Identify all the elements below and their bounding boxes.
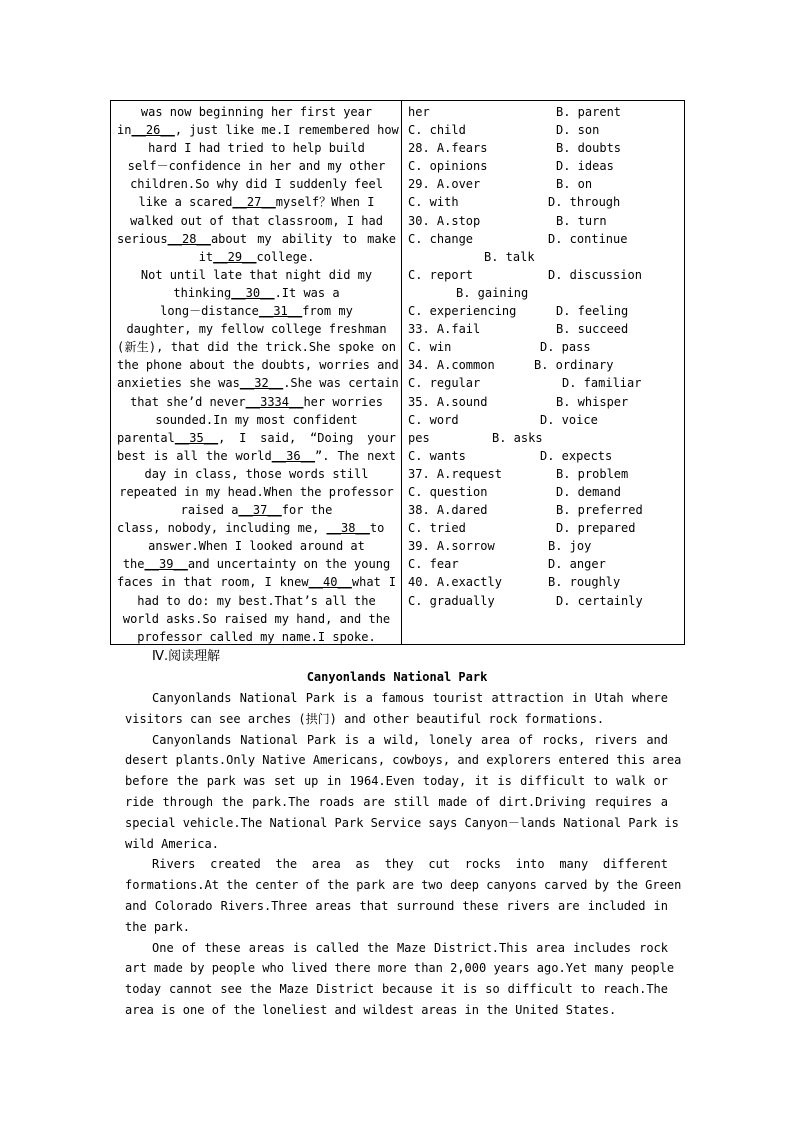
passage-text: myself？When I: [275, 195, 375, 210]
option-text: C. win: [408, 340, 452, 355]
passage-line: [117, 266, 396, 284]
option-text: D. expects: [540, 448, 613, 463]
article-line: formations.At the center of the park are two deep canyons carved by the Green: [125, 878, 682, 893]
option-text: 28. A.fears: [408, 141, 488, 156]
article-line: desert plants.Only Native Americans, cowboys, and explorers entered this area: [125, 753, 682, 768]
option-text: 40. A.exactly: [408, 575, 502, 590]
passage-text: anxieties she was: [117, 376, 240, 391]
passage-text: best is all the world: [117, 448, 272, 463]
option-text: 38. A.dared: [408, 503, 488, 518]
passage-text: serious: [117, 231, 168, 246]
passage-text: Not until late that night did my: [140, 267, 373, 282]
option-row: [408, 175, 681, 193]
option-row: [408, 212, 681, 230]
option-row: [408, 411, 681, 429]
option-row: [408, 230, 681, 248]
option-text: D. prepared: [556, 521, 636, 536]
article-title: Canyonlands National Park: [306, 670, 488, 684]
passage-line: [117, 592, 396, 610]
option-text: 33. A.fail: [408, 322, 481, 337]
option-row: [408, 266, 681, 284]
article-line: before the park was set up in 1964.Even today, it is difficult to walk or: [125, 774, 668, 789]
option-row: [408, 447, 681, 465]
article-line: today cannot see the Maze District because it is so difficult to reach.The: [125, 982, 668, 997]
passage-text: to: [369, 521, 385, 536]
option-text: C. wants: [408, 448, 466, 463]
section-heading: Ⅳ.阅读理解: [152, 649, 221, 664]
option-row: [408, 193, 681, 211]
passage-line: [117, 555, 396, 573]
article-line: area is one of the loneliest and wildest areas in the United States.: [125, 1003, 617, 1017]
passage-text: that she’d never: [130, 394, 246, 409]
option-text: B. succeed: [556, 322, 629, 337]
passage-text: self－confidence in her and my other: [127, 159, 386, 174]
cloze-passage: [111, 101, 402, 644]
passage-line: [117, 320, 396, 338]
option-text: D. son: [556, 123, 600, 138]
passage-line: [117, 193, 396, 211]
article-line: special vehicle.The National Park Service says Canyon－lands National Park is: [125, 815, 679, 830]
option-row: [408, 157, 681, 175]
option-row: [408, 592, 681, 610]
answer-blank: __3334__: [245, 394, 304, 409]
answer-blank: __36__: [271, 448, 316, 463]
option-text: D. pass: [540, 340, 591, 355]
passage-text: had to do: my best.That’s all the: [137, 593, 376, 608]
passage-text: hard I had tried to help build: [148, 141, 365, 156]
option-text: C. question: [408, 484, 488, 499]
passage-line: [117, 628, 396, 646]
option-text: D. familiar: [562, 376, 642, 391]
option-row: [408, 501, 681, 519]
passage-text: for the: [281, 503, 333, 518]
option-row: [408, 139, 681, 157]
option-text: C. opinions: [408, 159, 488, 174]
passage-text: children.So why did I suddenly feel: [130, 177, 383, 192]
option-text: D. voice: [540, 412, 598, 427]
passage-line: [117, 356, 399, 374]
option-row: [408, 429, 681, 447]
option-text: 37. A.request: [408, 466, 502, 481]
passage-line: [117, 537, 396, 555]
answer-blank: __27__: [232, 195, 276, 210]
passage-text: her worries: [303, 394, 383, 409]
passage-line: [117, 483, 396, 501]
option-row: [408, 573, 681, 591]
answer-blank: __37__: [238, 503, 282, 518]
option-text: 29. A.over: [408, 177, 481, 192]
passage-line: [117, 519, 396, 537]
answer-blank: __35__: [174, 430, 219, 445]
article-line: visitors can see arches (拱门) and other beautiful rock formations.: [125, 711, 605, 726]
option-text: 34. A.common: [408, 358, 495, 373]
option-text: B. gaining: [456, 285, 529, 300]
passage-line: [117, 230, 396, 248]
answer-blank: __31__: [258, 304, 303, 319]
passage-text: the phone about the doubts, worries and: [117, 358, 399, 373]
passage-text: , just like me.I remembered how: [174, 123, 399, 138]
option-text: 30. A.stop: [408, 213, 481, 228]
passage-text: class, nobody, including me,: [117, 521, 327, 536]
answer-blank: __26__: [131, 123, 175, 138]
cloze-table: [110, 100, 685, 645]
answer-blank: __40__: [308, 575, 352, 590]
option-text: 39. A.sorrow: [408, 539, 495, 554]
passage-text: walked out of that classroom, I had: [130, 213, 383, 228]
passage-line: [117, 139, 396, 157]
option-text: D. certainly: [556, 593, 643, 608]
option-text: 35. A.sound: [408, 394, 488, 409]
option-text: B. preferred: [556, 503, 643, 518]
passage-text: thinking: [173, 285, 232, 300]
passage-text: about my ability to make: [210, 231, 396, 246]
option-text: B. doubts: [556, 141, 622, 156]
option-text: D. through: [548, 195, 621, 210]
option-text: B. problem: [556, 466, 629, 481]
option-row: [408, 121, 681, 139]
option-row: [408, 103, 681, 121]
passage-text: long－distance: [160, 304, 259, 319]
passage-text: sounded.In my most confident: [155, 412, 358, 427]
option-text: B. joy: [548, 539, 592, 554]
option-text: C. regular: [408, 376, 481, 391]
article-line: the park.: [125, 919, 191, 934]
passage-text: answer.When I looked around at: [148, 539, 365, 554]
option-row: [408, 519, 681, 537]
article-line: wild America.: [125, 836, 219, 851]
option-row: [408, 302, 681, 320]
passage-text: from my: [302, 304, 353, 319]
passage-line: [117, 212, 396, 230]
option-text: D. anger: [548, 557, 606, 572]
option-text: B. asks: [492, 430, 543, 445]
passage-text: professor called my name.I spoke.: [137, 629, 376, 644]
option-row: [408, 248, 681, 266]
passage-line: [117, 157, 396, 175]
passage-text: what I: [351, 575, 396, 590]
option-text: B. on: [556, 177, 593, 192]
option-text: C. fear: [408, 557, 459, 572]
answer-blank: __38__: [326, 521, 370, 536]
passage-text: (新生), that did the trick.She spoke on: [117, 340, 396, 355]
option-text: C. with: [408, 195, 459, 210]
passage-text: it: [198, 249, 214, 264]
option-text: C. report: [408, 267, 474, 282]
passage-line: [117, 429, 396, 447]
option-row: [408, 284, 681, 302]
article-line: and Colorado Rivers.Three areas that surround these rivers are included in: [125, 899, 668, 913]
passage-text: and uncertainty on the young: [187, 557, 391, 572]
option-text: C. tried: [408, 521, 466, 536]
option-text: D. discussion: [548, 267, 642, 282]
passage-line: [117, 338, 396, 356]
passage-text: in: [117, 123, 132, 138]
option-row: [408, 393, 681, 411]
passage-line: [117, 447, 396, 465]
option-text: B. parent: [556, 105, 622, 119]
answer-options: [402, 101, 685, 644]
article-line: art made by people who lived there more than 2,000 years ago.Yet many people: [125, 961, 675, 976]
passage-line: [117, 465, 396, 483]
option-row: [408, 320, 681, 338]
option-text: B. ordinary: [534, 358, 614, 373]
passage-line: [117, 573, 396, 591]
passage-line: [117, 501, 396, 519]
passage-text: college.: [256, 249, 315, 264]
answer-blank: __39__: [144, 557, 188, 572]
passage-text: was now beginning her first year: [140, 105, 373, 119]
passage-line: [117, 393, 396, 411]
passage-text: .It was a: [274, 285, 340, 300]
answer-blank: __32__: [239, 376, 284, 391]
option-text: pes: [408, 430, 430, 445]
option-text: C. change: [408, 231, 474, 246]
option-text: D. continue: [548, 231, 628, 246]
option-text: C. gradually: [408, 593, 495, 608]
option-text: D. ideas: [556, 159, 614, 174]
passage-line: [117, 302, 396, 320]
option-row: [408, 537, 681, 555]
option-text: B. whisper: [556, 394, 629, 409]
passage-text: like a scared: [138, 195, 233, 210]
option-row: [408, 338, 681, 356]
passage-text: the: [122, 557, 145, 572]
passage-text: , I said, “Doing your: [218, 430, 396, 445]
option-row: [408, 356, 681, 374]
option-text: B. roughly: [548, 575, 621, 590]
option-text: C. experiencing: [408, 304, 517, 319]
passage-text: faces in that room, I knew: [117, 575, 309, 590]
answer-blank: __29__: [213, 249, 257, 264]
passage-text: day in class, those words still: [144, 466, 369, 481]
option-text: B. turn: [556, 213, 607, 228]
article-line: Rivers created the area as they cut rocks into many different: [152, 857, 668, 872]
passage-line: [117, 610, 396, 628]
passage-line: [117, 103, 396, 121]
option-row: [408, 374, 681, 392]
option-text: D. demand: [556, 484, 622, 499]
passage-text: raised a: [180, 503, 239, 518]
passage-line: [117, 121, 399, 139]
answer-blank: __28__: [167, 231, 211, 246]
option-row: [408, 465, 681, 483]
passage-line: [117, 248, 396, 266]
passage-text: .She was certain: [283, 376, 399, 391]
option-text: her: [408, 105, 430, 119]
option-row: [408, 555, 681, 573]
passage-text: repeated in my head.When the professor: [119, 484, 394, 499]
passage-line: [117, 374, 399, 392]
option-row: [408, 483, 681, 501]
passage-line: [117, 175, 396, 193]
option-text: B. talk: [484, 249, 535, 264]
option-text: D. feeling: [556, 304, 629, 319]
article-line: ride through the park.The roads are still made of dirt.Driving requires a: [125, 795, 668, 809]
passage-text: world asks.So raised my hand, and the: [122, 611, 391, 626]
passage-text: parental: [117, 430, 175, 445]
article-line: Canyonlands National Park is a wild, lonely area of rocks, rivers and: [152, 732, 668, 747]
passage-text: daughter, my fellow college freshman: [126, 322, 387, 337]
passage-line: [117, 284, 396, 302]
passage-text: ”. The next: [315, 448, 396, 463]
option-text: C. word: [408, 412, 459, 427]
answer-blank: __30__: [231, 285, 275, 300]
article-line: One of these areas is called the Maze District.This area includes rock: [152, 940, 668, 955]
passage-line: [117, 411, 396, 429]
article-line: Canyonlands National Park is a famous tourist attraction in Utah where: [152, 691, 668, 705]
option-text: C. child: [408, 123, 466, 138]
